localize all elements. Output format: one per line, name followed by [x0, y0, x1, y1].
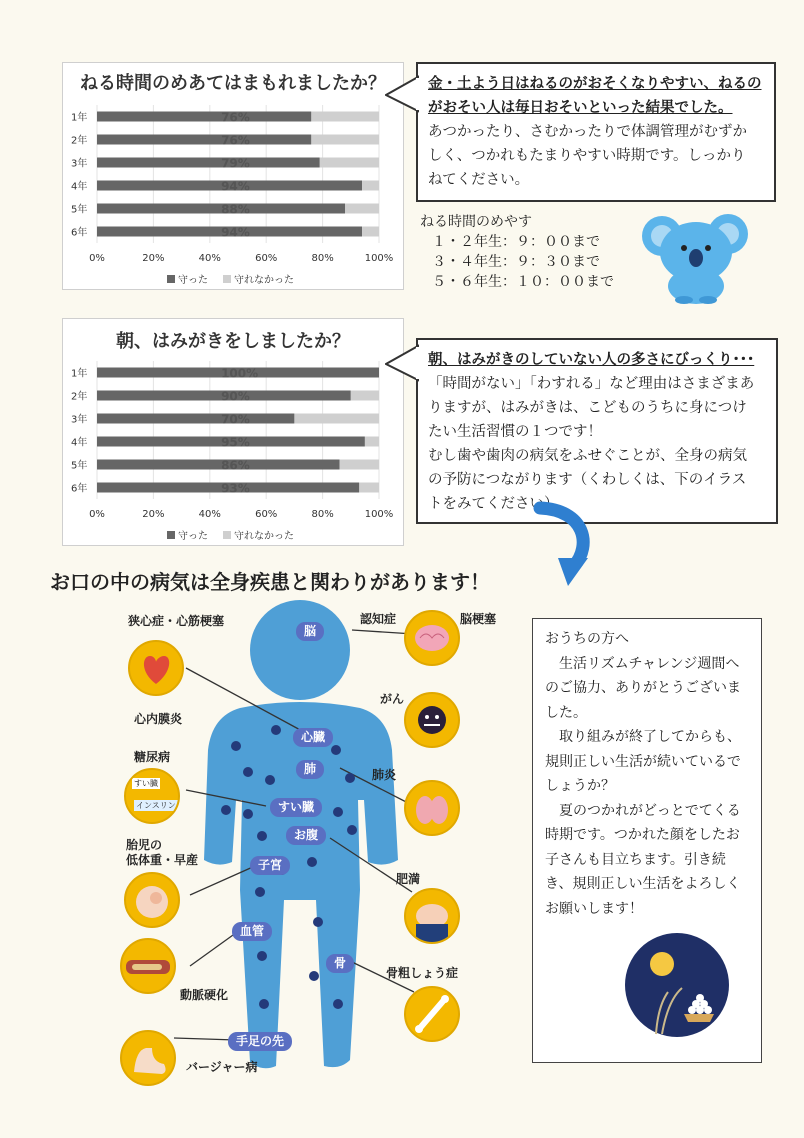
sleep-guide-line1: １・２年生：９：００まで	[432, 234, 600, 250]
bar-not-kept	[362, 181, 379, 191]
legend-swatch-not-kept	[223, 275, 231, 283]
data-label: 79%	[221, 156, 250, 171]
disease-label-diabetes: 糖尿病	[134, 750, 171, 764]
chart-sleep-title: ねる時間のめあてはまもれましたか？	[80, 73, 386, 94]
disease-label-heart: 狭心症・心筋梗塞	[128, 614, 225, 628]
data-label: 100%	[221, 366, 259, 381]
organ-vessel: 血管	[232, 922, 272, 941]
brushing-comment-line3: りますが、はみがきは、こどものうちに身につけ	[428, 400, 747, 416]
brain-disease-icon	[404, 610, 460, 666]
y-category-label: 2年	[71, 135, 88, 147]
x-tick-label: 0%	[89, 253, 105, 264]
x-tick-label: 100%	[364, 253, 394, 264]
y-category-label: 3年	[71, 414, 88, 426]
organ-belly: お腹	[286, 826, 326, 845]
organ-heart: 心臓	[293, 728, 333, 747]
sleep-comment-line3: あつかったり、さむかったりで体調管理がむずか	[428, 124, 747, 140]
disease-label-endocarditis: 心内膜炎	[134, 712, 183, 726]
chart-sleep-plot	[63, 63, 403, 289]
diabetes-icon-text1: すい臓	[134, 779, 158, 788]
bar-not-kept	[351, 391, 379, 401]
bar-not-kept	[294, 414, 379, 424]
brushing-comment-line4: たい生活習慣の１つです！	[428, 424, 602, 440]
sleep-comment-line4: しく、つかれもたまりやすい時期です。しっかり	[428, 148, 746, 164]
data-label: 88%	[221, 202, 250, 217]
bar-kept	[97, 414, 294, 424]
brushing-comment-bubble	[416, 338, 778, 524]
bar-not-kept	[362, 227, 379, 237]
y-category-label: 6年	[71, 483, 88, 495]
brushing-comment-line2: 「時間がない」「わすれる」など理由はさまざまあ	[428, 376, 755, 392]
sleep-comment-line2: がおそい人は毎日おそいといった結果でした。	[428, 100, 733, 116]
brushing-comment-line5: むし歯や歯肉の病気をふせぐことが、全身の病気	[428, 448, 747, 464]
sleep-guide-line2: ３・４年生：９：３０まで	[432, 254, 600, 270]
disease-label-stroke: 脳梗塞	[460, 612, 497, 626]
legend-label-not-kept: 守れなかった	[234, 275, 294, 286]
bar-kept	[97, 112, 311, 122]
chart-brushing-title: 朝、はみがきをしましたか？	[116, 331, 350, 352]
brushing-comment-line1: 朝、はみがきのしていない人の多さにびっくり･･･	[428, 352, 755, 368]
disease-label-buerger: バージャー病	[186, 1060, 258, 1074]
chart-brushing	[62, 318, 404, 546]
x-tick-label: 60%	[255, 509, 278, 520]
data-label: 86%	[221, 458, 250, 473]
disease-label-dementia: 認知症	[360, 612, 397, 626]
data-label: 76%	[221, 133, 250, 148]
bone-disease-icon	[404, 986, 460, 1042]
x-tick-label: 20%	[142, 253, 165, 264]
data-label: 94%	[221, 225, 250, 240]
bubble2-pointer	[385, 344, 419, 384]
legend-label-kept: 守った	[178, 531, 208, 542]
x-tick-label: 60%	[255, 253, 278, 264]
sleep-comment-bubble	[416, 62, 776, 202]
bar-not-kept	[345, 204, 379, 214]
bar-kept	[97, 135, 311, 145]
bar-not-kept	[359, 483, 379, 493]
data-label: 76%	[221, 110, 250, 125]
diabetes-icon	[124, 768, 180, 824]
legend-swatch-kept	[167, 531, 175, 539]
y-category-label: 1年	[71, 368, 88, 380]
diabetes-icon-text2: インスリン	[136, 801, 176, 810]
body-torso	[204, 702, 398, 1068]
organ-brain: 脳	[296, 622, 324, 641]
chart-brushing-plot	[63, 319, 403, 545]
brushing-comment-line6: の予防につながります（くわしくは、下のイラス	[428, 472, 747, 488]
chart-sleep	[62, 62, 404, 290]
y-category-label: 5年	[71, 204, 88, 216]
data-label: 94%	[221, 179, 250, 194]
legend-label-not-kept: 守れなかった	[234, 531, 294, 542]
cancer-icon	[404, 692, 460, 748]
organ-limbs: 手足の先	[228, 1032, 292, 1051]
section-title: お口の中の病気は全身疾患と関わりがあります！	[50, 570, 490, 594]
organ-bone: 骨	[326, 954, 354, 973]
data-label: 95%	[221, 435, 250, 450]
parent-note-p1: 生活リズムチャレンジ週間へのご協力、ありがとうございました。	[545, 655, 741, 721]
bar-not-kept	[320, 158, 379, 168]
curved-arrow-icon	[530, 500, 600, 590]
legend-swatch-kept	[167, 275, 175, 283]
organ-lung: 肺	[296, 760, 324, 779]
x-tick-label: 80%	[311, 253, 334, 264]
heart-disease-icon	[128, 640, 184, 696]
koala-illustration	[636, 204, 754, 304]
sleep-comment-line5: ねてください。	[428, 172, 530, 188]
y-category-label: 6年	[71, 227, 88, 239]
sleep-guide	[420, 212, 614, 292]
x-tick-label: 80%	[311, 509, 334, 520]
bar-not-kept	[311, 112, 379, 122]
bar-not-kept	[340, 460, 379, 470]
x-tick-label: 40%	[198, 509, 221, 520]
x-tick-label: 100%	[364, 509, 394, 520]
legend-label-kept: 守った	[178, 275, 208, 286]
bubble1-pointer	[385, 75, 419, 115]
y-category-label: 4年	[71, 437, 88, 449]
disease-label-osteo: 骨粗しょう症	[386, 966, 459, 980]
brushing-comment-line7: トをみてください）	[428, 496, 559, 512]
data-label: 90%	[221, 389, 250, 404]
lung-disease-icon	[404, 780, 460, 836]
x-tick-label: 0%	[89, 509, 105, 520]
organ-pancreas: すい臓	[270, 798, 322, 817]
obesity-icon	[404, 888, 460, 944]
sleep-guide-title: ねる時間のめやす	[420, 214, 532, 230]
parent-note-p3: 夏のつかれがどっとでてくる時期です。つかれた顔をしたお子さんも目立ちます。引き続き、規則正しい生活をよろしくお願いします！	[545, 802, 741, 917]
data-label: 93%	[221, 481, 250, 496]
parent-note-p2: 取り組みが終了してからも、規則正しい生活が続いているでしょうか？	[545, 729, 741, 794]
x-tick-label: 20%	[142, 509, 165, 520]
arteriosclerosis-icon	[120, 938, 176, 994]
parent-note-greeting: おうちの方へ	[545, 631, 629, 647]
disease-label-arterio: 動脈硬化	[180, 988, 229, 1002]
moon-viewing-illustration	[622, 930, 732, 1040]
bar-kept	[97, 460, 340, 470]
y-category-label: 1年	[71, 112, 88, 124]
legend-swatch-not-kept	[223, 531, 231, 539]
bar-not-kept	[365, 437, 379, 447]
y-category-label: 5年	[71, 460, 88, 472]
y-category-label: 2年	[71, 391, 88, 403]
pregnancy-icon	[124, 872, 180, 928]
disease-label-cancer: がん	[380, 692, 405, 706]
organ-uterus: 子宮	[250, 856, 290, 875]
data-label: 70%	[221, 412, 250, 427]
disease-label-pneumonia: 肺炎	[372, 768, 397, 782]
body-head	[250, 600, 350, 700]
disease-label-pregnancy: 胎児の 低体重・早産	[126, 838, 199, 867]
bar-not-kept	[311, 135, 379, 145]
y-category-label: 4年	[71, 181, 88, 193]
sleep-guide-line3: ５・６年生：１０：００まで	[432, 274, 614, 290]
y-category-label: 3年	[71, 158, 88, 170]
x-tick-label: 40%	[198, 253, 221, 264]
bar-kept	[97, 158, 320, 168]
sleep-comment-line1: 金・土よう日はねるのがおそくなりやすい、ねるの	[428, 76, 762, 92]
disease-label-obesity: 肥満	[396, 872, 421, 886]
buerger-disease-icon	[120, 1030, 176, 1086]
